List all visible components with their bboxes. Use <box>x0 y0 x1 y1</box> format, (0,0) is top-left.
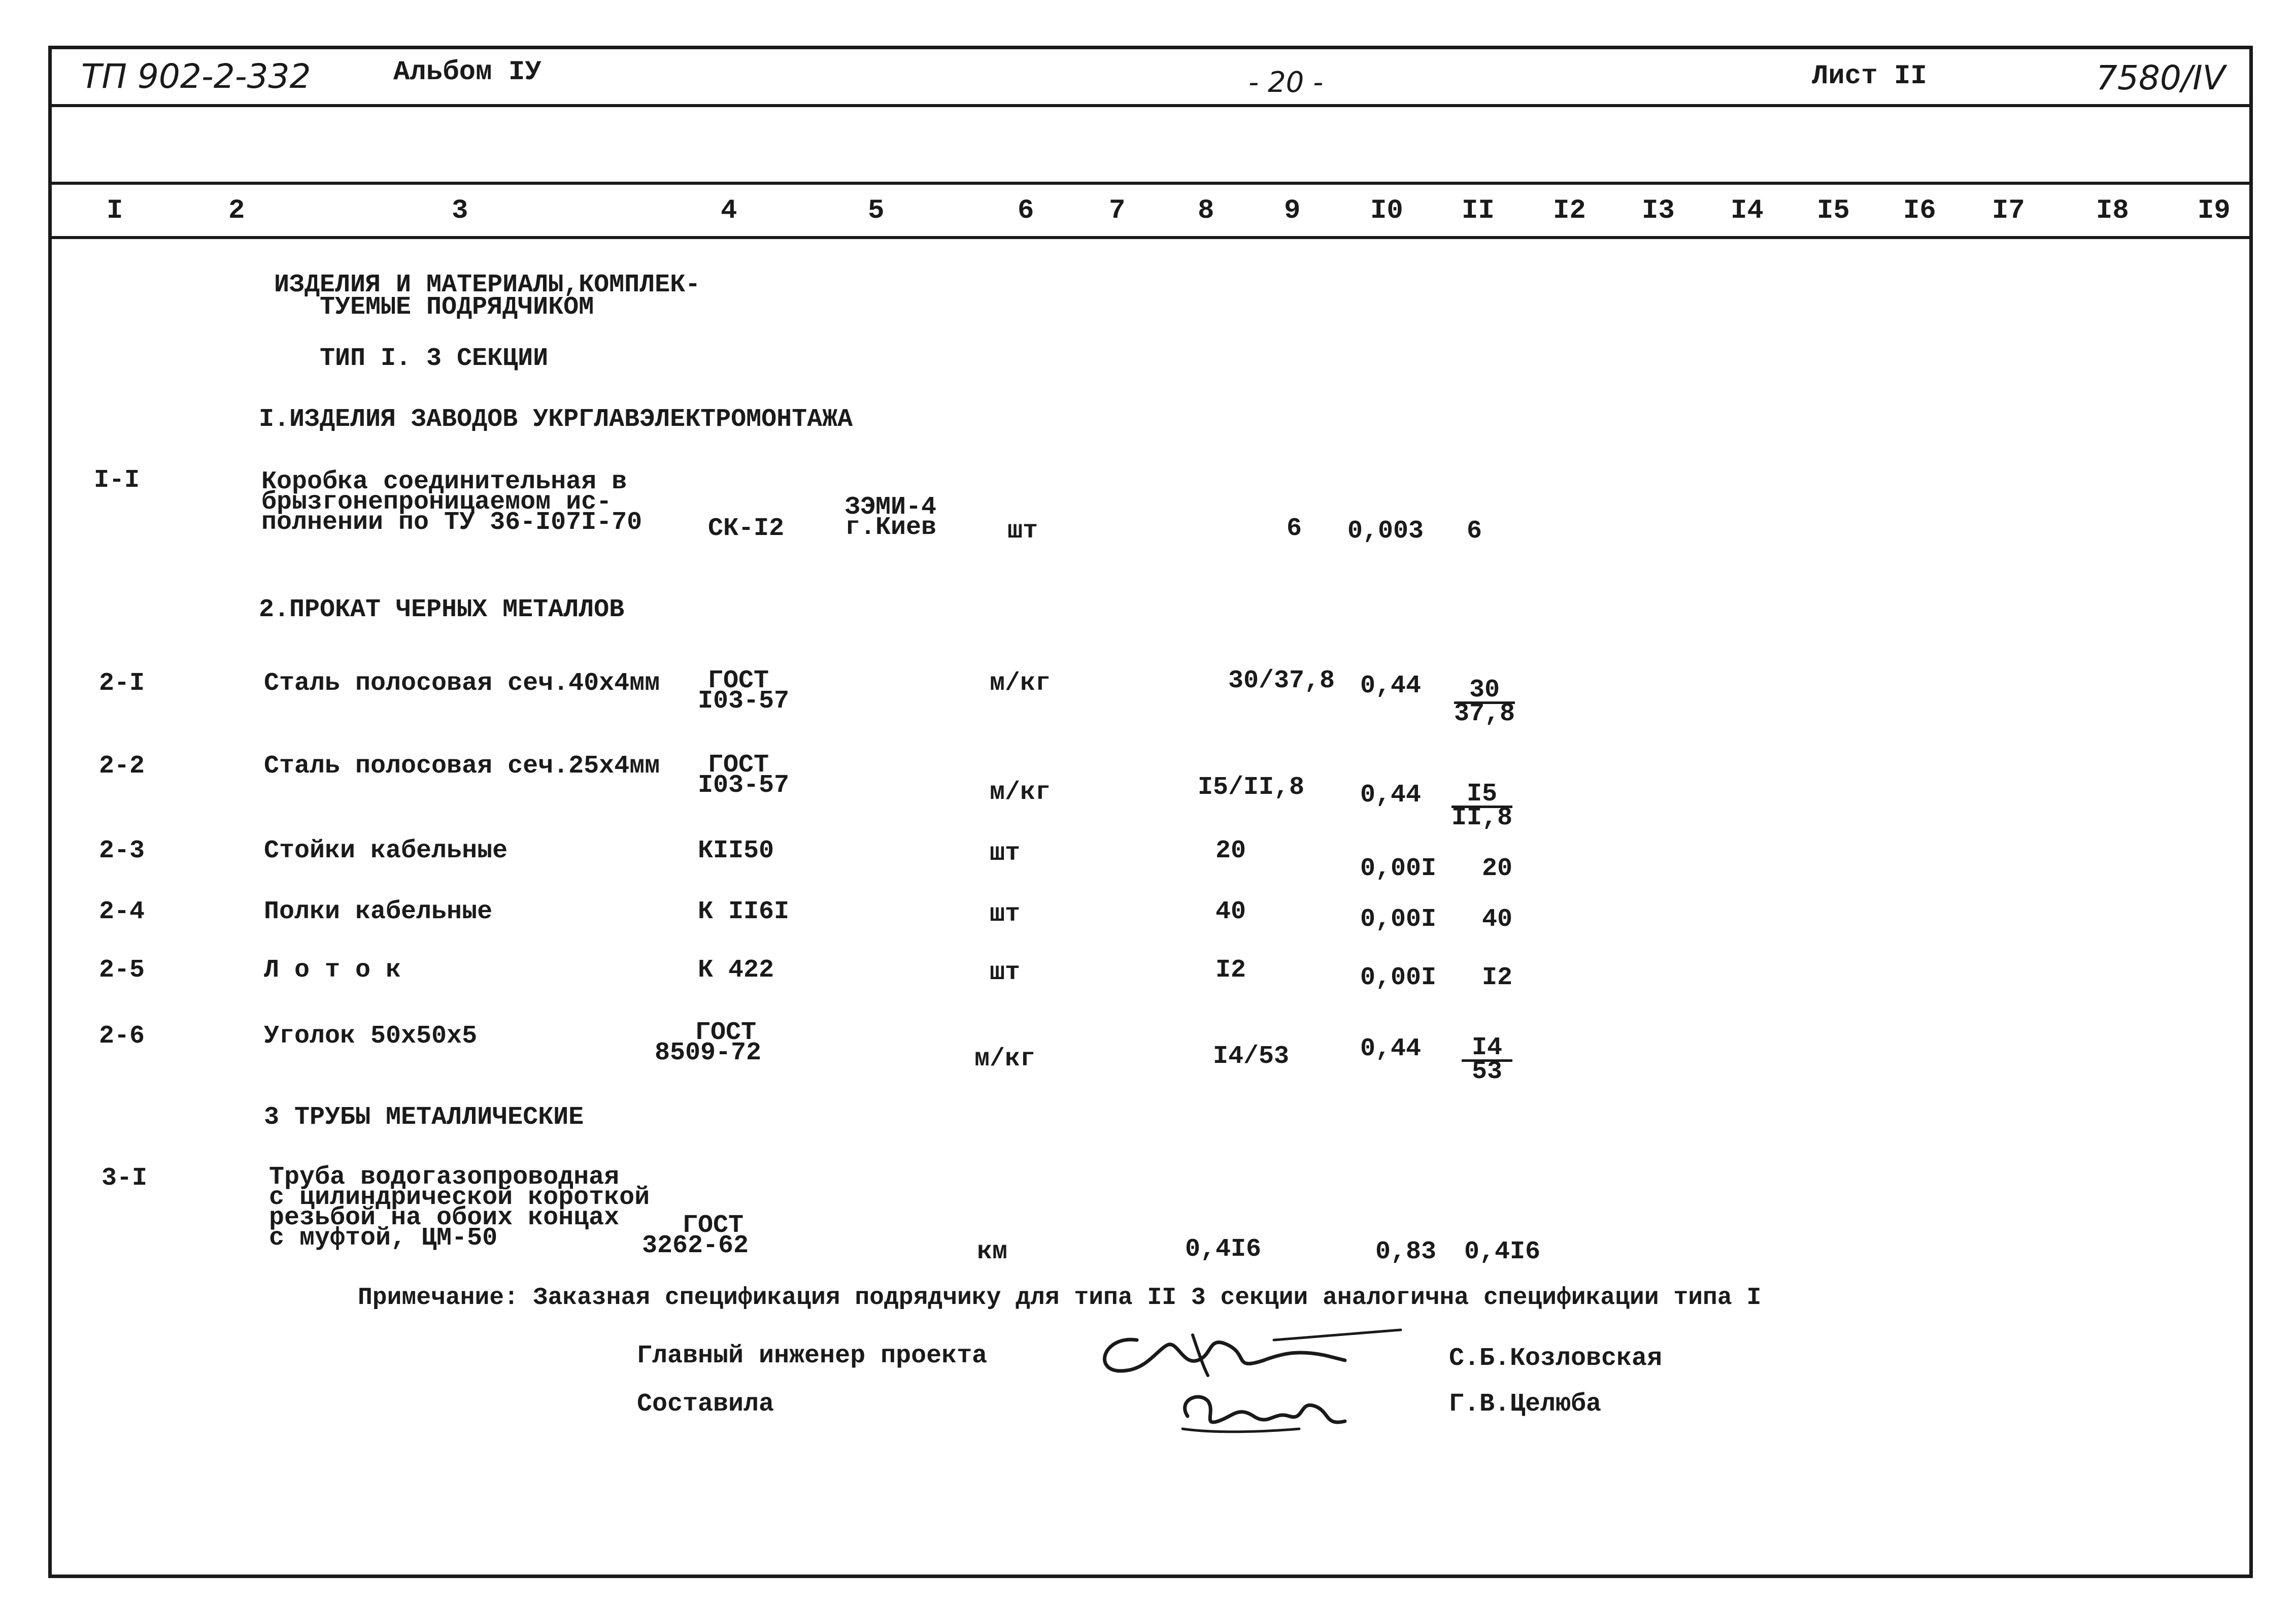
column-11-fraction <box>1454 676 1515 728</box>
fraction-numerator: I5 <box>1451 784 1512 808</box>
section-title: 2.ПРОКАТ ЧЕРНЫХ МЕТАЛЛОВ <box>259 595 625 624</box>
signature-name: Г.В.Целюба <box>1449 1390 1602 1419</box>
manufacturer-line: г.Киев <box>845 513 937 542</box>
position-number: 2-4 <box>99 897 145 926</box>
document-title-line: ТУЕМЫЕ ПОДРЯДЧИКОМ <box>320 293 594 322</box>
item-name-line: с муфтой, ЦМ-50 <box>269 1224 498 1253</box>
item-name-line: Коробка соединительная в <box>261 467 627 496</box>
item-name-line: резьбой на обоих концах <box>269 1203 620 1232</box>
item-name: Полки кабельные <box>264 897 493 926</box>
quantity: I2 <box>1215 956 1246 985</box>
type-line: ГОСТ <box>708 666 769 695</box>
position-number: 2-5 <box>99 956 145 985</box>
column-number: I7 <box>1992 195 2025 226</box>
quantity: I4/53 <box>1213 1042 1290 1071</box>
column-number: I6 <box>1903 195 1936 226</box>
quantity: 30/37,8 <box>1228 666 1335 695</box>
handwritten-signature-2 <box>1167 1381 1360 1442</box>
archive-number: 7580/IV <box>2096 58 2225 97</box>
unit: шт <box>990 900 1021 929</box>
page-number: - 20 - <box>1248 66 1324 99</box>
unit-mass: 0,00I <box>1360 854 1437 883</box>
unit-mass: 0,44 <box>1360 672 1422 700</box>
unit-mass: 0,83 <box>1375 1237 1437 1266</box>
fraction-numerator: 30 <box>1454 680 1515 704</box>
quantity: 40 <box>1215 897 1246 926</box>
position-number: I-I <box>94 466 140 495</box>
column-number: I5 <box>1817 195 1850 226</box>
item-name-line: брызгонепроницаемом ис- <box>261 488 612 517</box>
quantity: I5/II,8 <box>1198 773 1305 802</box>
unit-mass: 0,003 <box>1347 517 1424 546</box>
item-name: Сталь полосовая сеч.40х4мм <box>264 669 660 698</box>
type-line: ГОСТ <box>708 751 769 780</box>
type-line: I03-57 <box>698 771 790 800</box>
item-name: Уголок 50х50х5 <box>264 1022 478 1051</box>
unit: м/кг <box>990 778 1051 807</box>
type-line: I03-57 <box>698 687 790 716</box>
unit: шт <box>990 839 1021 868</box>
section-title: 3 ТРУБЫ МЕТАЛЛИЧЕСКИЕ <box>264 1103 584 1132</box>
column-number: 2 <box>228 195 245 226</box>
type-designation: К II6I <box>698 897 790 926</box>
column-number: I9 <box>2198 195 2231 226</box>
type-designation <box>698 666 790 716</box>
column-number: I8 <box>2096 195 2129 226</box>
fraction-denominator: 53 <box>1472 1057 1503 1086</box>
position-number: 2-2 <box>99 752 145 781</box>
document-title <box>274 271 701 322</box>
type-line: 3262-62 <box>642 1231 749 1260</box>
unit: м/кг <box>974 1045 1036 1074</box>
quantity: 0,4I6 <box>1185 1235 1262 1264</box>
unit: м/кг <box>990 669 1051 698</box>
column-11-fraction <box>1462 1033 1512 1086</box>
column-number: I4 <box>1731 195 1764 226</box>
column-number: 4 <box>721 195 737 226</box>
column-number: II <box>1462 195 1495 226</box>
item-name: Стойки кабельные <box>264 836 508 865</box>
project-code: ТП 902-2-332 <box>81 57 311 96</box>
column-11-fraction <box>1451 780 1513 832</box>
item-name: Сталь полосовая сеч.25х4мм <box>264 752 660 781</box>
type-designation <box>642 1211 749 1260</box>
document-title-line: ИЗДЕЛИЯ И МАТЕРИАЛЫ,КОМПЛЕК- <box>274 271 701 299</box>
fraction-numerator: I4 <box>1462 1038 1512 1062</box>
position-number: 2-I <box>99 669 145 698</box>
unit: шт <box>1007 517 1038 546</box>
quantity: 6 <box>1287 514 1302 543</box>
type-designation: К 422 <box>698 956 774 985</box>
item-name <box>269 1163 650 1253</box>
unit-mass: 0,44 <box>1360 1034 1422 1063</box>
footnote: Примечание: Заказная спецификация подрядчику для типа II 3 секции аналогична спецификации типа I <box>358 1284 1762 1312</box>
column-header-top <box>48 182 2253 185</box>
signature-role: Составила <box>637 1390 774 1419</box>
item-name-line: полнении по ТУ 36-I07I-70 <box>261 508 643 537</box>
column-number: 9 <box>1284 195 1301 226</box>
column-11-value: 40 <box>1482 905 1513 934</box>
column-number: I <box>107 195 123 226</box>
type-designation <box>698 751 790 800</box>
type-line: ГОСТ <box>683 1211 744 1240</box>
column-11-value: 20 <box>1482 854 1513 883</box>
type-designation <box>655 1018 762 1067</box>
header-divider <box>48 104 2253 107</box>
column-number: 5 <box>868 195 885 226</box>
unit: шт <box>990 958 1021 987</box>
type-subtitle: ТИП I. 3 СЕКЦИИ <box>320 344 549 373</box>
sheet-label: Лист II <box>1812 61 1927 92</box>
type-line: 8509-72 <box>655 1039 762 1067</box>
manufacturer <box>845 493 937 542</box>
manufacturer-line: ЗЭМИ-4 <box>845 493 937 522</box>
item-name <box>261 467 643 537</box>
handwritten-signature-1 <box>1081 1320 1416 1391</box>
fraction-denominator: 37,8 <box>1454 699 1515 728</box>
column-number: 8 <box>1198 195 1214 226</box>
item-name-line: с цилиндрической короткой <box>269 1183 650 1212</box>
fraction-denominator: II,8 <box>1451 804 1513 832</box>
column-number: 3 <box>452 195 468 226</box>
unit-mass: 0,00I <box>1360 963 1437 992</box>
unit: км <box>977 1237 1008 1266</box>
column-number: I3 <box>1642 195 1675 226</box>
quantity: 20 <box>1215 836 1246 865</box>
column-header-bottom <box>48 236 2253 239</box>
unit-mass: 0,00I <box>1360 905 1437 934</box>
position-number: 3-I <box>102 1164 148 1193</box>
column-number: 7 <box>1109 195 1126 226</box>
position-number: 2-3 <box>99 836 145 865</box>
unit-mass: 0,44 <box>1360 781 1422 810</box>
signature-name: С.Б.Козловская <box>1449 1344 1663 1373</box>
section-title: I.ИЗДЕЛИЯ ЗАВОДОВ УКРГЛАВЭЛЕКТРОМОНТАЖА <box>259 405 853 434</box>
type-line: ГОСТ <box>695 1018 757 1047</box>
item-name-line: Труба водогазопроводная <box>269 1163 620 1192</box>
column-11-value: I2 <box>1482 963 1513 992</box>
item-name: Л о т о к <box>264 956 401 985</box>
signature-role: Главный инженер проекта <box>637 1342 988 1370</box>
column-11-value: 0,4I6 <box>1464 1237 1541 1266</box>
type-designation: СК-I2 <box>708 514 785 543</box>
column-11-value: 6 <box>1467 517 1482 546</box>
album-label: Альбом IУ <box>393 57 542 88</box>
column-number: I0 <box>1370 195 1403 226</box>
column-number: 6 <box>1018 195 1034 226</box>
column-number: I2 <box>1553 195 1586 226</box>
position-number: 2-6 <box>99 1022 145 1051</box>
type-designation: КII50 <box>698 836 774 865</box>
